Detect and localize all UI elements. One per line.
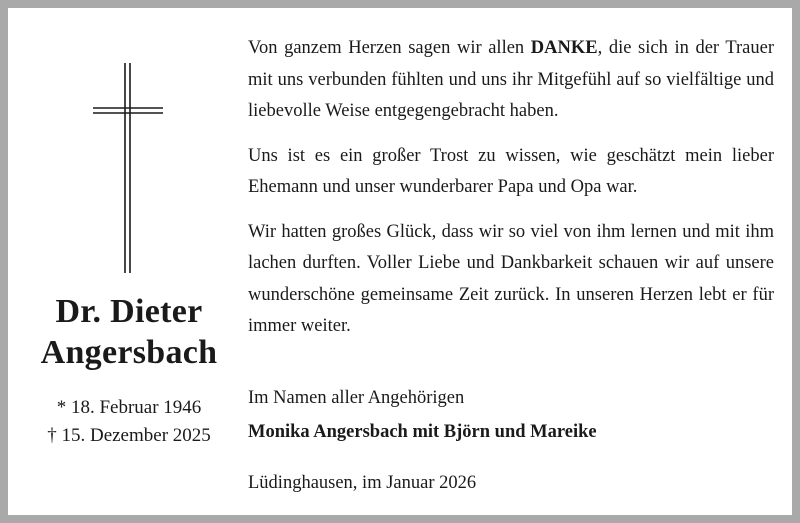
obituary-card: [8, 8, 792, 515]
signature-names: Monika Angersbach mit Björn und Mareike: [248, 422, 597, 442]
birth-date: * 18. Februar 1946: [56, 397, 202, 418]
deceased-name: [8, 291, 250, 373]
name-line-2: Angersbach: [40, 334, 218, 371]
p1-after: , die sich in der Trauer mit uns verbunden fühlten und uns ihr Mitgefühl auf so vielfältige und liebevolle Weise entgegengebracht haben.: [248, 38, 774, 121]
paragraph-1: [248, 33, 774, 128]
life-dates: [8, 394, 250, 450]
paragraph-3: Wir hatten großes Glück, dass wir so viel von ihm lernen und mit ihm lachen durften. Voller Liebe und Dankbarkeit schauen wir auf unsere wunderschöne gemeinsame Zeit zurück. In unseren Herzen lebt er für immer weiter.: [248, 221, 774, 336]
p1-bold-thanks: DANKE: [530, 38, 598, 58]
paragraph-2: Uns ist es ein großer Trost zu wissen, wie geschätzt mein lieber Ehemann und unser wunderbarer Papa und Opa war.: [248, 145, 774, 197]
name-line-1: Dr. Dieter: [55, 293, 203, 330]
thanks-message: [248, 33, 774, 343]
signature-intro: Im Namen aller Angehörigen: [248, 388, 465, 408]
cross-icon: [93, 63, 163, 273]
death-date: † 15. Dezember 2025: [47, 425, 211, 446]
place-date: Lüdinghausen, im Januar 2026: [248, 473, 477, 493]
p1-before: Von ganzem Herzen sagen wir allen: [248, 38, 531, 58]
